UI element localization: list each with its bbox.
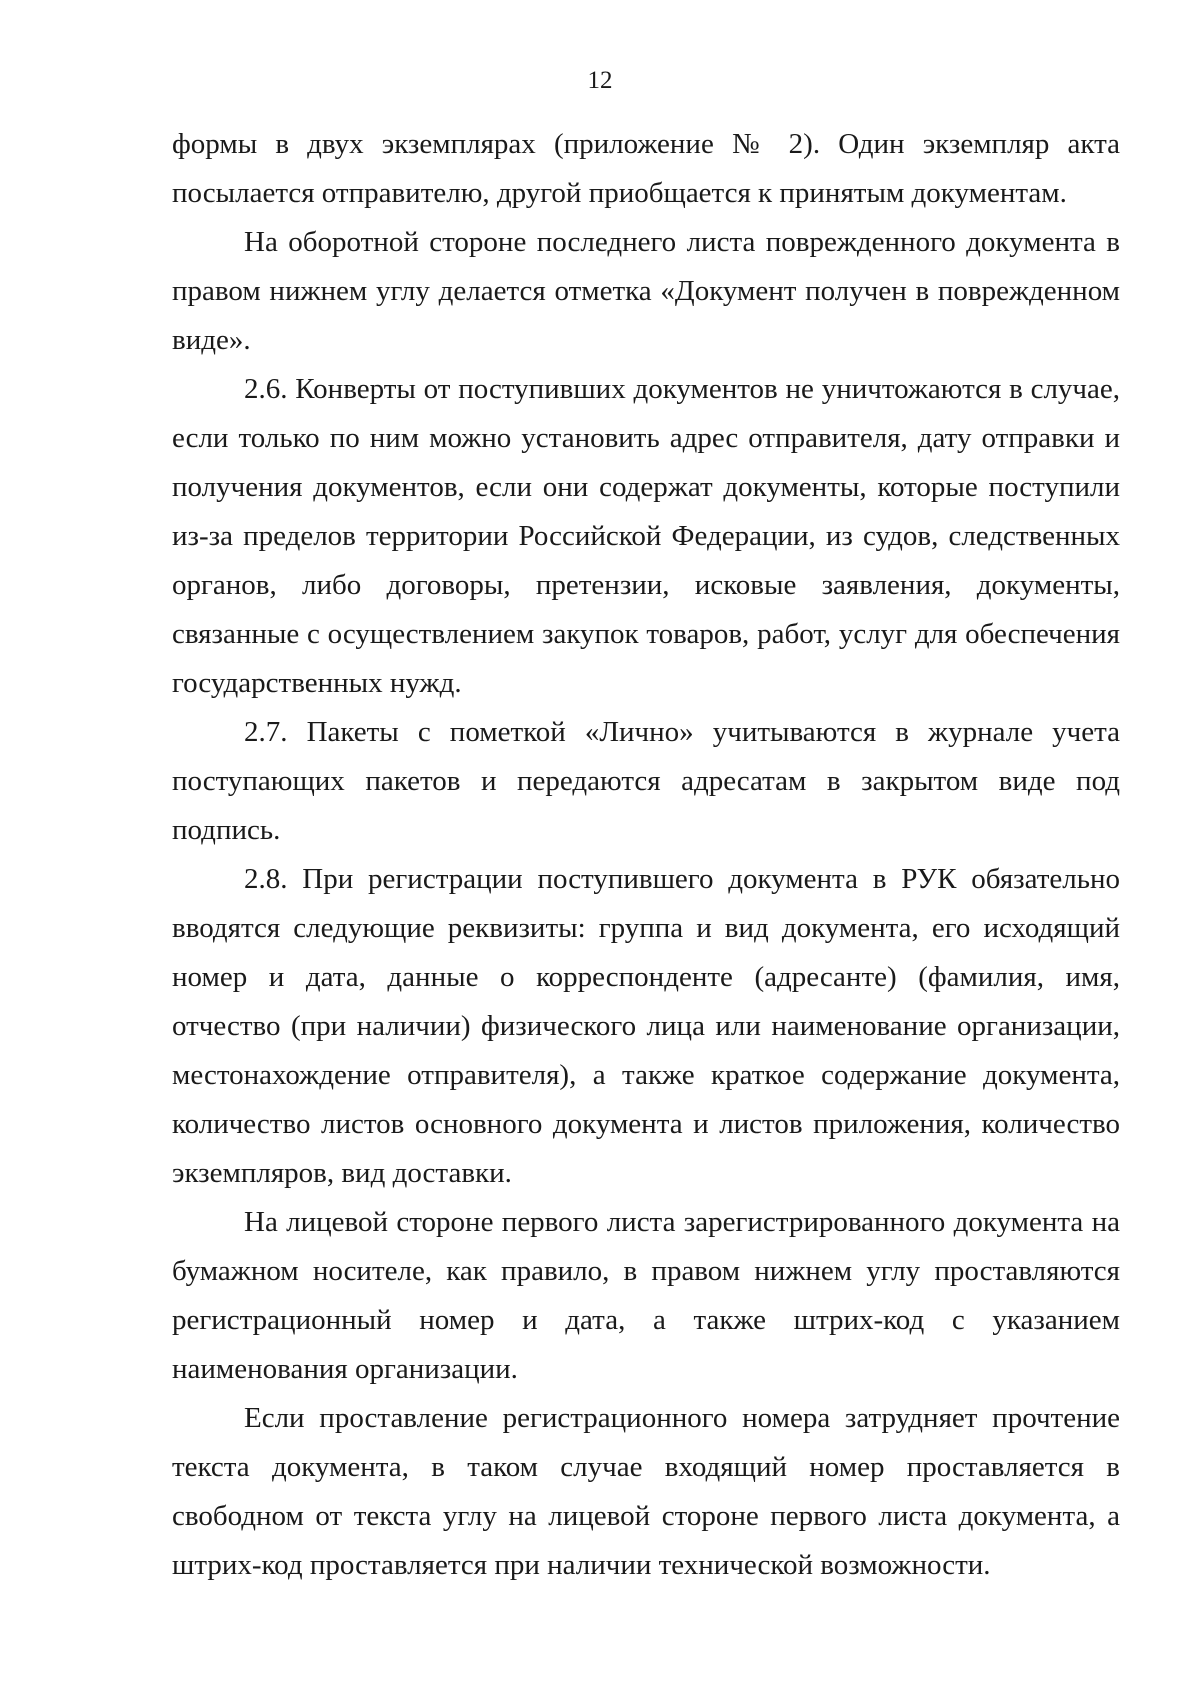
paragraph-2-6: 2.6. Конверты от поступивших документов не уничтожаются в случае, если только по ним можно установить адрес отправителя, дату отправки и получения документов, если они содержат документы, которые поступили из-за пределов территории Российской Федерации, из судов, следственных органов, либо договоры, претензии, исковые заявления, документы, связанные с осуществлением закупок товаров, работ, услуг для обеспечения государственных нужд. bbox=[172, 373, 1120, 699]
paragraph-front-side: На лицевой стороне первого листа зарегистрированного документа на бумажном носителе, как правило, в правом нижнем углу проставляются регистрационный номер и дата, а также штрих-код с указанием наименования организации. bbox=[172, 1206, 1120, 1385]
page-number: 12 bbox=[587, 67, 613, 94]
paragraph-if-difficult: Если проставление регистрационного номера затрудняет прочтение текста документа, в таком случае входящий номер проставляется в свободном от текста углу на лицевой стороне первого листа документа, а штрих-код проставляется при наличии технической возможности. bbox=[172, 1402, 1120, 1581]
paragraph-2-7: 2.7. Пакеты с пометкой «Лично» учитываются в журнале учета поступающих пакетов и передаются адресатам в закрытом виде под подпись. bbox=[172, 716, 1120, 846]
paragraph-damaged-mark: На оборотной стороне последнего листа поврежденного документа в правом нижнем углу делается отметка «Документ получен в поврежденном виде». bbox=[172, 226, 1120, 356]
paragraph-2-8: 2.8. При регистрации поступившего документа в РУК обязательно вводятся следующие реквизиты: группа и вид документа, его исходящий номер и дата, данные о корреспонденте (адресанте) (фамилия, имя, отчество (при наличии) физического лица или наименование организации, местонахождение отправителя), а также краткое содержание документа, количество листов основного документа и листов приложения, количество экземпляров, вид доставки. bbox=[172, 863, 1120, 1189]
document-body bbox=[172, 120, 1120, 1590]
paragraph-continuation: формы в двух экземплярах (приложение № 2). Один экземпляр акта посылается отправителю, другой приобщается к принятым документам. bbox=[172, 128, 1120, 209]
